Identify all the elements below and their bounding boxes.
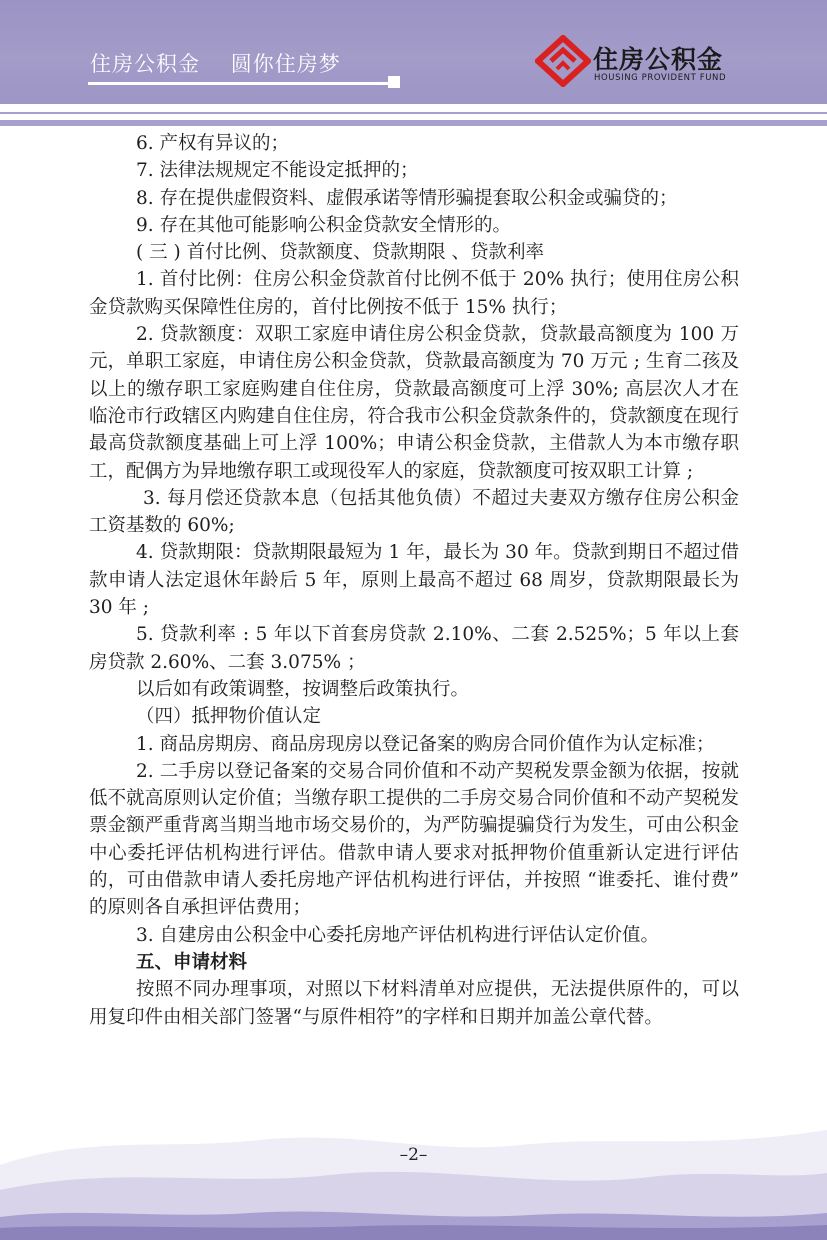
clause-8: 8. 存在提供虚假资料、虚假承诺等情形骗提套取公积金或骗贷的； (136, 187, 678, 209)
materials-paragraph: 按照不同办理事项，对照以下材料清单对应提供，无法提供原件的，可以用复印件由相关部门签署“与原件相符”的字样和日期并加盖公章代替。 (89, 979, 739, 1028)
page-number: –2– (399, 1145, 428, 1165)
header-band (0, 0, 827, 104)
loan-amount-paragraph: 2. 贷款额度：双职工家庭申请住房公积金贷款，贷款最高额度为 100 万元，单职工家庭，申请住房公积金贷款，贷款最高额度为 70 万元 ; 生育二孩及以上的缴存职工家庭购建自住住房，贷款最高额度可上浮 30%; 高层次人才在临沧市行政辖区内购建自住住房，符合我市公积金贷款条件的，贷款额度在现行最高贷款额度基础上可上浮 100%；申请公积金贷款，主借款人为本市缴存职工，配偶方为异地缴存职工或现役军人的家庭，贷款额度可按双职工计算 ; (89, 324, 739, 482)
section-4-heading: （四）抵押物价值认定 (136, 706, 322, 728)
loan-term-paragraph: 4. 贷款期限：贷款期限最短为 1 年，最长为 30 年。贷款到期日不超过借款申请人法定退休年龄后 5 年，原则上最高不超过 68 周岁，贷款期限最长为 30 年 ; (89, 542, 739, 619)
section-5-heading: 五、申请材料 (136, 951, 248, 973)
diamond-house-logo-icon (535, 35, 591, 87)
footer-mountain-illustration (0, 1095, 827, 1240)
header-rule-thin (0, 112, 827, 114)
header-slogan: 住房公积金 圆你住房梦 (90, 52, 341, 76)
valuation-item-3: 3. 自建房由公积金中心委托房地产评估机构进行评估认定价值。 (136, 924, 660, 946)
document-body (89, 130, 739, 1031)
down-payment-paragraph: 1. 首付比例：住房公积金贷款首付比例不低于 20% 执行；使用住房公积金贷款购买保障性住房的，首付比例按不低于 15% 执行； (89, 269, 739, 318)
interest-rate-paragraph: 5. 贷款利率 : 5 年以下首套房贷款 2.10%、二套 2.525%；5 年以上套房贷款 2.60%、二套 3.075% ； (89, 624, 739, 673)
clause-7: 7. 法律法规规定不能设定抵押的； (136, 160, 419, 182)
logo-subtitle: HOUSING PROVIDENT FUND (594, 73, 727, 83)
clause-9: 9. 存在其他可能影响公积金贷款安全情形的。 (136, 214, 512, 236)
slogan-end-square (388, 76, 400, 88)
logo-title: 住房公积金 (593, 45, 724, 74)
valuation-item-1: 1. 商品房期房、商品房现房以登记备案的购房合同价值作为认定标准； (136, 733, 715, 755)
repayment-paragraph: 3. 每月偿还贷款本息（包括其他负债）不超过夫妻双方缴存住房公积金工资基数的 60%; (89, 487, 739, 537)
clause-6: 6. 产权有异议的； (136, 133, 290, 154)
valuation-item-2: 2. 二手房以登记备案的交易合同价值和不动产契税发票金额为依据，按就低不就高原则认定价值；当缴存职工提供的二手房交易合同价值和不动产契税发票金额严重背离当期当地市场交易价的，为严防骗提骗贷行为发生，可由公积金中心委托评估机构进行评估。借款申请人要求对抵押物价值重新认定进行评估的，可由借款申请人委托房地产评估机构进行评估，并按照 “谁委托、谁付费” 的原则各自承担评估费用； (89, 760, 739, 919)
section-3-heading: ( 三 ) 首付比例、贷款额度、贷款期限 、贷款利率 (136, 242, 544, 264)
header-rule-thick (0, 120, 827, 126)
slogan-underline (88, 82, 388, 85)
policy-adjustment-note: 以后如有政策调整，按调整后政策执行。 (136, 678, 470, 700)
